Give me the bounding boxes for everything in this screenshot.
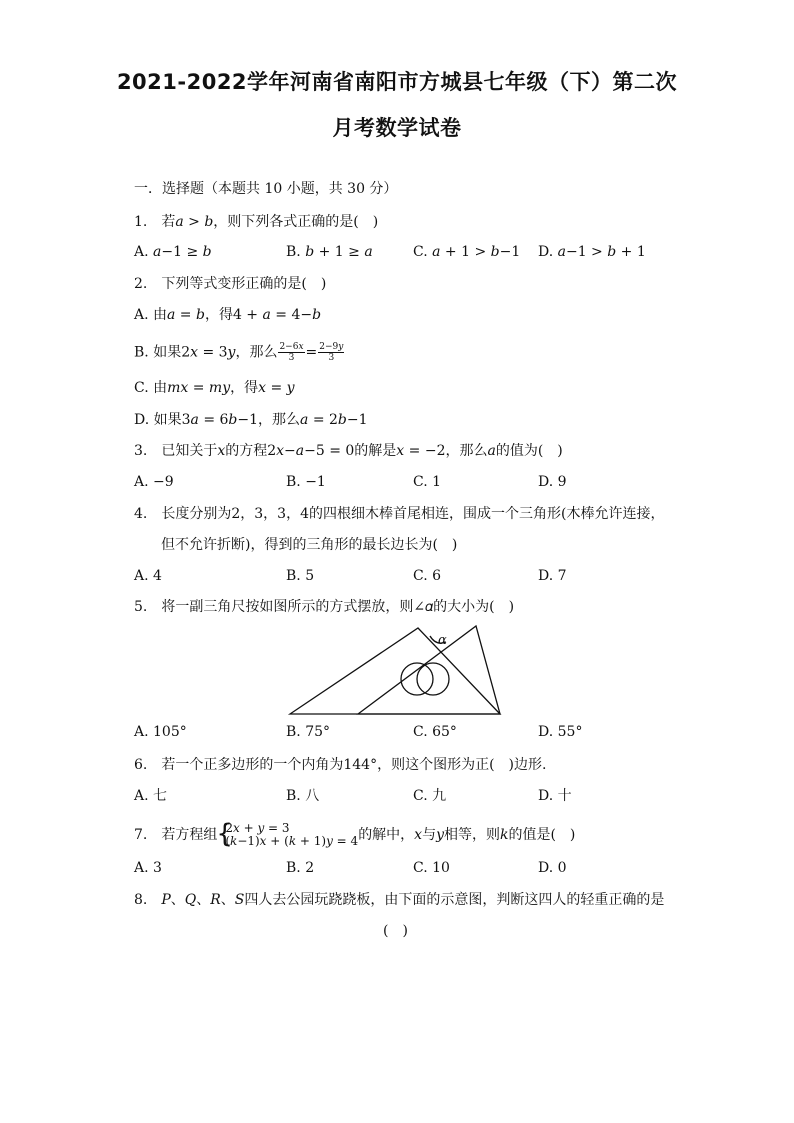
question-7-stem-suffix: 的解中，𝑥与𝑦相等，则𝑘的值是( ) <box>358 827 576 843</box>
question-7-option-b: B. 2 <box>286 860 315 876</box>
fraction-denominator: 3 <box>328 353 335 363</box>
angle-alpha-label: 𝛼 <box>438 633 447 648</box>
question-6-option-c: C. 九 <box>413 788 447 804</box>
question-7-option-c: C. 10 <box>413 860 450 876</box>
set-squares-figure <box>280 620 510 720</box>
question-5-option-b: B. 75° <box>286 724 331 740</box>
fraction <box>278 342 304 363</box>
question-5-option-a: A. 105° <box>134 724 187 740</box>
fraction <box>318 342 344 363</box>
question-5-option-c: C. 65° <box>413 724 457 740</box>
question-4-option-b: B. 5 <box>286 568 315 584</box>
question-3-option-b: B. −1 <box>286 474 326 490</box>
question-5-stem: 5. 将一副三角尺按如图所示的方式摆放，则∠𝛼的大小为( ) <box>134 599 515 615</box>
question-6-option-a: A. 七 <box>134 788 168 804</box>
fraction-numerator: 2−9𝑦 <box>319 342 344 352</box>
equals-sign: = <box>305 344 318 361</box>
question-7-stem <box>134 819 576 849</box>
fraction-numerator: 2−6𝑥 <box>279 342 304 352</box>
question-2-option-c: C. 由𝑚𝑥 = 𝑚𝑦，得𝑥 = 𝑦 <box>134 380 295 396</box>
question-1-stem: 1. 若𝑎 > 𝑏，则下列各式正确的是( ) <box>134 214 379 230</box>
exam-title-line-2: 月考数学试卷 <box>332 116 462 140</box>
question-2-option-b-text: B. 如果2𝑥 = 3𝑦，那么 <box>134 344 278 361</box>
question-8-answer-paren: ( ) <box>383 923 408 939</box>
question-6-stem: 6. 若一个正多边形的一个内角为144°，则这个图形为正( )边形. <box>134 757 547 773</box>
question-3-option-a: A. −9 <box>134 474 174 490</box>
equation-system <box>216 819 359 849</box>
question-2-option-b <box>134 342 345 363</box>
equation-2: (𝑘−1)𝑥 + (𝑘 + 1)𝑦 = 4 <box>225 834 359 848</box>
question-1-option-c: C. 𝑎 + 1 > 𝑏−1 <box>413 244 521 260</box>
question-2-option-a: A. 由𝑎 = 𝑏，得4 + 𝑎 = 4−𝑏 <box>134 307 322 323</box>
question-7-option-d: D. 0 <box>538 860 567 876</box>
question-4-option-a: A. 4 <box>134 568 162 584</box>
question-6-option-d: D. 十 <box>538 788 572 804</box>
question-7-stem-prefix: 7. 若方程组 <box>134 827 218 843</box>
question-4-option-c: C. 6 <box>413 568 442 584</box>
question-4-stem-line-1: 4. 长度分别为2，3，3，4的四根细木棒首尾相连，围成一个三角形(木棒允许连接， <box>134 506 665 522</box>
question-7-option-a: A. 3 <box>134 860 162 876</box>
question-2-stem: 2. 下列等式变形正确的是( ) <box>134 276 327 292</box>
question-2-option-d: D. 如果3𝑎 = 6𝑏−1，那么𝑎 = 2𝑏−1 <box>134 412 368 428</box>
question-5-option-d: D. 55° <box>538 724 583 740</box>
question-1-option-d: D. 𝑎−1 > 𝑏 + 1 <box>538 244 646 260</box>
question-3-option-d: D. 9 <box>538 474 567 490</box>
question-3-option-c: C. 1 <box>413 474 442 490</box>
section-heading: 一．选择题（本题共 10 小题，共 30 分） <box>134 181 398 197</box>
exam-title-line-1: 2021-2022学年河南省南阳市方城县七年级（下）第二次 <box>116 70 678 94</box>
question-1-option-b: B. 𝑏 + 1 ≥ 𝑎 <box>286 244 373 260</box>
equation-1: 2𝑥 + 𝑦 = 3 <box>225 821 290 835</box>
question-4-option-d: D. 7 <box>538 568 567 584</box>
question-3-stem: 3. 已知关于𝑥的方程2𝑥−𝑎−5 = 0的解是𝑥 = −2，那么𝑎的值为( ) <box>134 443 563 459</box>
left-brace-icon: { <box>216 819 233 849</box>
question-8-stem: 8. 𝑃、𝑄、𝑅、𝑆四人去公园玩跷跷板，由下面的示意图，判断这四人的轻重正确的是 <box>134 892 665 908</box>
fraction-denominator: 3 <box>288 353 295 363</box>
question-4-stem-line-2: 但不允许折断)，得到的三角形的最长边长为( ) <box>161 537 458 553</box>
set-square-large <box>290 628 500 714</box>
question-6-option-b: B. 八 <box>286 788 320 804</box>
question-1-option-a: A. 𝑎−1 ≥ 𝑏 <box>134 244 212 260</box>
